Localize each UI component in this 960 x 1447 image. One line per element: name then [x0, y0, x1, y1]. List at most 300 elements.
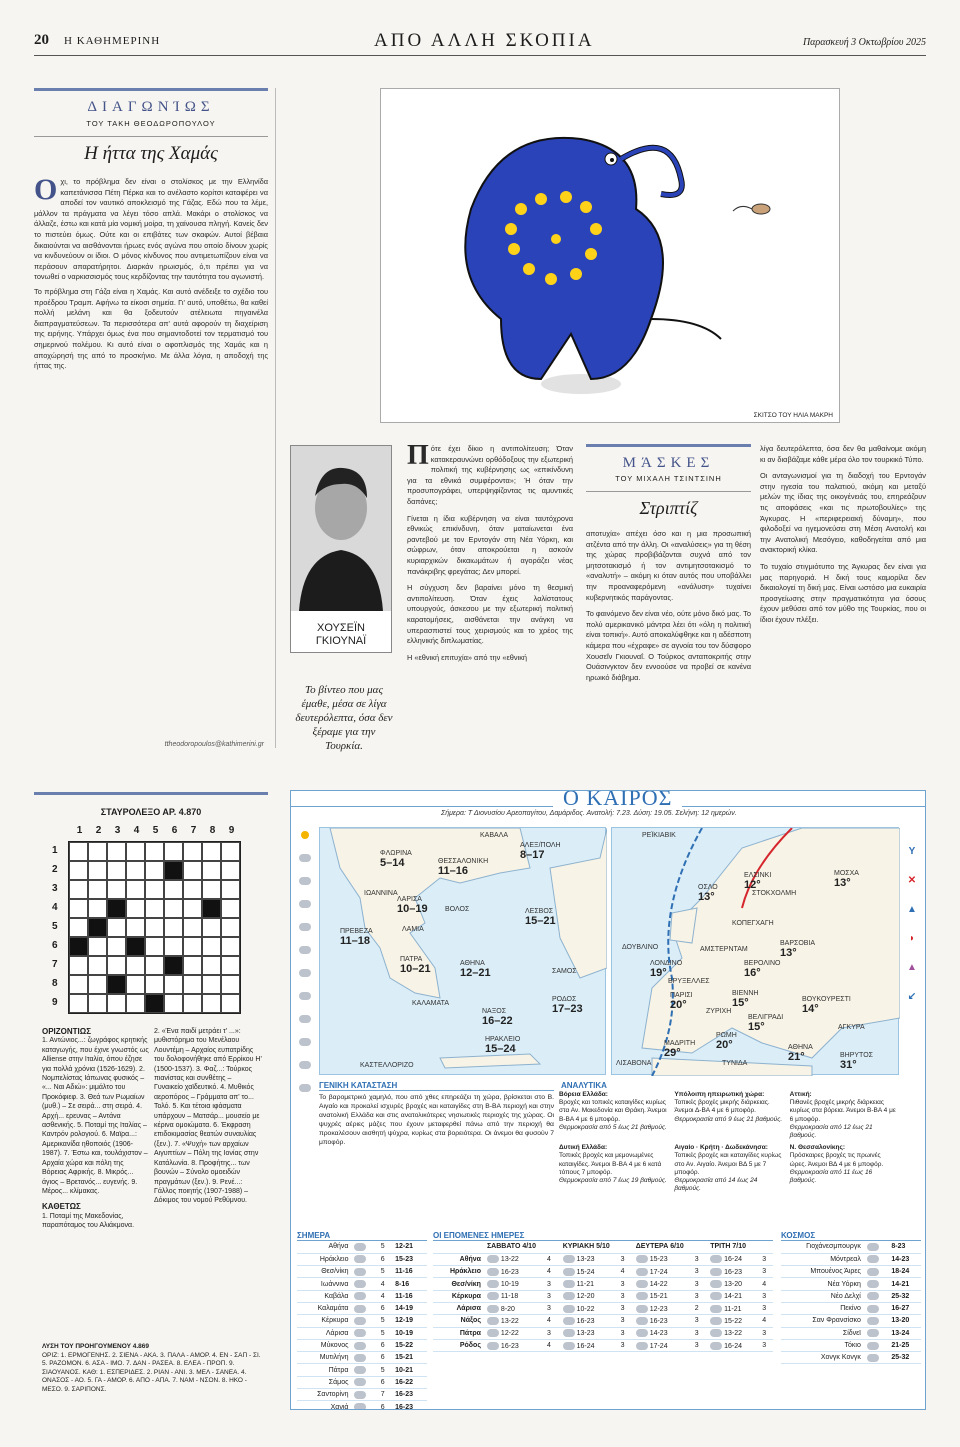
cloud-icon — [487, 1329, 499, 1337]
europe-map[interactable] — [611, 827, 899, 1075]
col-number: 1 — [76, 825, 83, 836]
crossword-cell[interactable] — [145, 956, 164, 975]
forecast-row — [433, 1278, 773, 1290]
cloud-icon — [636, 1317, 648, 1325]
temp-range: 8-23 — [888, 1241, 921, 1253]
next-days-table — [433, 1241, 773, 1352]
temp-range: 12-20 — [576, 1293, 595, 1301]
map-city-thessaloniki: ΘΕΣΣΑΛΟΝΙΚΗ 11–16 — [438, 858, 489, 877]
weather-regions — [559, 1091, 899, 1193]
wind-force: 4 — [378, 1278, 392, 1290]
temp-range: 14-19 — [392, 1302, 427, 1314]
temp-range: 16-23 — [500, 1268, 519, 1276]
cloud-icon — [487, 1317, 499, 1325]
crossword-cell[interactable] — [221, 956, 240, 975]
partly-cloudy-icon — [299, 877, 311, 885]
crossword-grid[interactable] — [68, 841, 241, 1014]
city-name: Ηράκλειο — [297, 1253, 351, 1265]
city-name: Σάμος — [297, 1376, 351, 1388]
wind-force: 3 — [759, 1266, 773, 1278]
wind-force: 2 — [692, 1302, 707, 1314]
forecast-row — [433, 1290, 773, 1302]
crossword-cell[interactable] — [183, 842, 202, 861]
today-row — [297, 1352, 427, 1364]
paper-name: Η ΚΑΘΗΜΕΡΙΝΗ — [64, 35, 161, 47]
temp-range: 15-22 — [392, 1339, 427, 1351]
dropcap: Ο — [34, 173, 58, 206]
elephant-cartoon-illustration — [381, 89, 840, 423]
article-paragraph: ότε έχει δίκιο η αντιπολίτευση; Όταν κατακεραυνώνει ορθόδοξους την εξωτερική πολιτική της κυβέρνησης ως «επικίνδυνη για τα εθνικά συμφέροντα»; Ή όταν την προσυπογράφει, υπερψηφίζοντας τις αμυντικές δαπάνες; — [407, 444, 573, 506]
crossword-cell[interactable] — [107, 918, 126, 937]
row-number: 7 — [52, 959, 58, 970]
map-city-volos: ΒΟΛΟΣ — [445, 906, 470, 913]
forecast-row — [433, 1302, 773, 1314]
crossword-cell[interactable] — [221, 842, 240, 861]
crossword-cell[interactable] — [221, 975, 240, 994]
row-number: 1 — [52, 845, 58, 856]
high-pressure-icon: Y — [908, 846, 916, 857]
wind-force: 3 — [544, 1278, 560, 1290]
crossword-cell[interactable] — [221, 918, 240, 937]
temp-range: 14-22 — [649, 1280, 668, 1288]
weather-legend-right — [901, 846, 923, 1002]
row-number: 2 — [52, 864, 58, 875]
cloud-icon — [299, 854, 311, 862]
showers-icon — [299, 1015, 311, 1023]
crossword-cell[interactable] — [202, 956, 221, 975]
wind-force: 3 — [544, 1327, 560, 1339]
article-paragraph: Γίνεται η ίδια κυβέρνηση να είναι ταυτόχρονα εθνικώς επικίνδυνη, όταν ματαίωνεται ένα ραντεβού με τον Ερντογάν στη Νέα Υόρκη, και σώφρων, όταν αποκρούεται η ασκούν κυριαρχικών δικαιωμάτων ή αγοράζει νέας πανάκριβης φρεγάτας; Δεν μπορεί. — [407, 513, 573, 576]
col-number: 2 — [95, 825, 102, 836]
cloud-icon — [354, 1268, 366, 1276]
crossword-cell[interactable] — [145, 861, 164, 880]
article-column-5 — [760, 444, 926, 754]
wind-force: 3 — [692, 1327, 707, 1339]
cloud-icon — [636, 1280, 648, 1288]
article-paragraph: χι, το πρόβλημα δεν είναι ο στολίσκος με την Ελληνίδα καπετάνισσα Πέτη Πέρκα και το ανέλαστο κορίτσι καταφέρει να αποδεί τον ναυτικό αποκλεισμό της Γάζας. Εδώ που τα λέμε, μάλλον τα πράγματα να λέγει τόσο απλά. Μακάρι ο στολίσκος να άλλαζε, έστω και κατά μία νομική μοίρα, τη χαίνουσα πληγή. Κανείς δεν το πιστεύει όμως. Ούτε και οι επιβάτες των σκαφών. Αυτοί βέβαια δικαιούνται να αισθάνονται ήρωες ενός αγώνα που οποίο δίνουν χωρίς να κινδυνεύουν οι ίδιοι. Ο μόνος κίνδυνος που αντιμετωπίζουν είναι να περάσουν απαρατήρητοι. Διαρκάν ηρωισμός, ό,τι πρέπει για να τονωθεί ο ναρκισσισμός τους κερδίζοντας την ταυτότητα του αγωνιστή. — [34, 177, 268, 282]
column-author: ΤΟΥ ΤΑΚΗ ΘΕΟΔΩΡΟΠΟΥΛΟΥ — [86, 119, 216, 128]
wind-icon — [299, 1061, 311, 1069]
crossword-cell[interactable] — [126, 880, 145, 899]
map-city-oslo: ΟΣΛΟ 13° — [698, 884, 718, 903]
down-clues: 1. Ποταμί της Μακεδονίας, παραπόταμος του Αλιάκμονα. — [42, 1212, 135, 1230]
wind-force: 3 — [692, 1278, 707, 1290]
crossword-cell[interactable] — [145, 899, 164, 918]
crossword-cell[interactable] — [183, 994, 202, 1013]
temp-range: 13-22 — [500, 1256, 519, 1264]
crossword-cell[interactable] — [164, 842, 183, 861]
city-name: Ηράκλειο — [433, 1266, 484, 1278]
today-row — [297, 1376, 427, 1388]
crossword-cell[interactable] — [145, 937, 164, 956]
col-number: 7 — [190, 825, 197, 836]
row-number: 3 — [52, 883, 58, 894]
row-number: 4 — [52, 902, 58, 913]
cloud-icon — [563, 1329, 575, 1337]
warm-front-icon: ◗ — [908, 933, 916, 944]
greece-map[interactable] — [319, 827, 606, 1075]
map-city-bucharest: ΒΟΥΚΟΥΡΕΣΤΙ 14° — [802, 996, 851, 1015]
wind-force: 3 — [759, 1339, 773, 1351]
cloud-icon — [867, 1317, 879, 1325]
cloud-icon — [636, 1342, 648, 1350]
city-name: Σίδνεϊ — [781, 1327, 864, 1339]
rain-icon — [299, 900, 311, 908]
crossword-cell[interactable] — [145, 975, 164, 994]
weather-general — [319, 1081, 554, 1231]
city-name: Σαν Φρανσίσκο — [781, 1315, 864, 1327]
crossword-black-cell — [145, 994, 164, 1013]
crossword-cell[interactable] — [107, 956, 126, 975]
cloud-icon — [487, 1255, 499, 1263]
across-clues-2: 2. «Ένα παιδί μετράει τ' ...»: μυθιστόρημα του Μενέλαου Λουντέμη – Αρχαίος ευπατρίδης του δολοφονήθηκε από Ερρίκου Η' (1500-1537). 3. Φαζ...: Τούρκος πιανίστας και συνθέτης – Γυναικείο χαϊδευτικό. 4. Μυθικός αεροπόρος – Γράμματα απ' το... Τολό. 5. Και τέτοια ιφάσματα υπάρχουν – Ματσάρ... μουσείο με κέρινα ομοιώματα. 6. Έκφραση επιδοκιμασίας θεατών συναυλίας (ξεν.). 7. «Ψυχή» των αρχαίων Αιγυπτίων – Πόλη της Ιονίας στην Κατάλωνία. 8. Προφήτης... των βουνών – Σύνολο ομοειδών πραγμάτων (ξεν.). 9. Ρενέ...: Γάλλος ποιητής (1907-1988) – Δόκιμος του νομού Ρεθύμνου. — [154, 1028, 262, 1205]
map-city-zurich: ΖΥΡΙΧΗ — [706, 1008, 732, 1015]
temp-range: 12-21 — [392, 1241, 427, 1253]
wind-force: 3 — [692, 1253, 707, 1265]
crossword-cell[interactable] — [164, 975, 183, 994]
crossword-cell[interactable] — [107, 994, 126, 1013]
city-name: Γιοχάνεσμπουργκ — [781, 1241, 864, 1253]
column-kicker: ΔΙΑΓΩΝΊΩΣ — [87, 99, 215, 115]
crossword-cell[interactable] — [69, 899, 88, 918]
today-row — [297, 1302, 427, 1314]
crossword-cell[interactable] — [183, 956, 202, 975]
crossword-cell[interactable] — [164, 899, 183, 918]
weather-title: Ο ΚΑΙΡΟΣ — [553, 790, 682, 811]
cloud-icon — [867, 1354, 879, 1362]
temp-range: 25-32 — [888, 1290, 921, 1302]
region-block: Βόρεια Ελλάδα: Βροχές και τοπικές καταιγίδες κυρίως στα Αν. Μακεδονία και Θράκη. Άνεμοι Β-ΒΑ 4 με 6 μποφόρ. Θερμοκρασία από 5 έως 21 βαθμούς. — [559, 1091, 667, 1131]
crossword-cell[interactable] — [107, 880, 126, 899]
crossword-cell[interactable] — [126, 842, 145, 861]
snow-icon — [299, 946, 311, 954]
article-title: Η ήττα της Χαμάς — [84, 143, 218, 164]
weather-legend-left — [294, 831, 316, 1092]
temp-range: 15-23 — [392, 1253, 427, 1265]
crossword-cell[interactable] — [88, 956, 107, 975]
city-name: Ρόδος — [433, 1339, 484, 1351]
wind-force: 4 — [378, 1290, 392, 1302]
crossword-cell[interactable] — [202, 937, 221, 956]
article-paragraph: Η σύγχυση δεν βαραίνει μόνο τη θεσμική αντιπολίτευση. Όταν έχεις λαλίστατους υπουργούς, άσκεσου με την εξωτερική πολιτική καρατομήσεις, αισθάνεται την ανάγκη να υπερασπιστεί τους χειρισμούς και το χρέος της ελληνικής διπλωματίας. — [407, 583, 573, 646]
crossword-black-cell — [164, 861, 183, 880]
cloud-icon — [354, 1280, 366, 1288]
world-row — [781, 1339, 921, 1351]
crossword-cell[interactable] — [183, 880, 202, 899]
wind-force: 4 — [618, 1266, 633, 1278]
cloud-icon — [867, 1342, 879, 1350]
crossword-cell[interactable] — [107, 937, 126, 956]
temp-range: 13-22 — [500, 1317, 519, 1325]
crossword-cell[interactable] — [221, 880, 240, 899]
crossword-cell[interactable] — [221, 899, 240, 918]
city-name: Ιωάννινα — [297, 1278, 351, 1290]
crossword-cell[interactable] — [69, 918, 88, 937]
cloud-icon — [354, 1354, 366, 1362]
crossword-cell[interactable] — [145, 880, 164, 899]
city-name: Νέο Δελχί — [781, 1290, 864, 1302]
crossword — [34, 792, 268, 1417]
section-title: ΑΠΟ ΑΛΛΗ ΣΚΟΠΙΑ — [374, 30, 595, 51]
wind-force: 3 — [692, 1315, 707, 1327]
low-pressure-icon: ✕ — [907, 875, 917, 886]
temp-range: 14-21 — [724, 1293, 743, 1301]
forecast-row — [433, 1339, 773, 1351]
world-row — [781, 1241, 921, 1253]
temp-range: 15-24 — [576, 1268, 595, 1276]
crossword-cell[interactable] — [183, 861, 202, 880]
article-paragraph: Το φαινόμενο δεν είναι νέο, ούτε μόνο δικό μας. Το πολύ αμερικανικό μάντρα λέει ότι «όλη η πολιτική είναι τοπική». Αυτό αποκαλύφθηκε και η αδέσποτη κάμερα που «έχραφε» σε αγνοία του τον δύσφορο Χουσεΐν Γκιουναΐ. Ο Τούρκος ανταποκριτής στην Ουάσινγκτον δεν εννοούσε να προβεί σε κανένα ηρωικό διάβημα. — [586, 609, 751, 682]
city-name: Καβάλα — [297, 1290, 351, 1302]
cloud-icon — [710, 1292, 722, 1300]
cold-front-icon: ▲ — [907, 904, 917, 915]
crossword-black-cell — [107, 899, 126, 918]
city-name: Πάτρα — [297, 1364, 351, 1376]
crossword-cell[interactable] — [69, 842, 88, 861]
crossword-cell[interactable] — [88, 937, 107, 956]
crossword-cell[interactable] — [202, 880, 221, 899]
temp-range: 10-19 — [392, 1327, 427, 1339]
crossword-cell[interactable] — [69, 956, 88, 975]
wind-force: 3 — [544, 1302, 560, 1314]
crossword-cell[interactable] — [221, 937, 240, 956]
crossword-black-cell — [107, 975, 126, 994]
today-row — [297, 1364, 427, 1376]
world-row — [781, 1253, 921, 1265]
day-header: ΔΕΥΤΕΡΑ 6/10 — [633, 1241, 707, 1253]
article-paragraph: Το τυχαίο στιγμιότυπο της Άγκυρας δεν είναι για μας παρηγοριά. Η δική τους καμορίλα δεν δικαιολογεί τη δική μας. Είναι ωστόσο μια ευκαιρία προσγείωσης στην πραγματικότητα για όσους έχουν μεθύσει από τον μύθο της Τουρκίας, που οι ίδιοι έχουν πλέξει. — [760, 561, 926, 624]
temp-range: 13-24 — [888, 1327, 921, 1339]
article-paragraph: Το πρόβλημα στη Γάζα είναι η Χαμάς. Και αυτό ανέδειξε το σχέδιο του προέδρου Τραμπ. Αφήνω τα είκοσι σημεία. Γι' αυτό, υποθέτω, θα καθεί πολλή μελάνη και θα ξοδευτούν ατέλειωτα πηγαινέλα διαπραγματεύσεων. Τα περισσότερα απ' αυτά αφορούν τη διαχείριση της ειρήνης. Υπάρχει όμως ένα που σημαντοδοτεί τον τερματισμό του σημερινού πολέμου. Κι αυτό είναι ο αφοπλισμός της Χαμάς και η αποχώρησή της από το προσκήνιο. Με άλλα λόγια, η αποδοχή της ήττας της. — [34, 286, 268, 371]
city-name: Μυτιλήνη — [297, 1352, 351, 1364]
cloud-icon — [636, 1255, 648, 1263]
map-city-berlin: ΒΕΡΟΛΙΝΟ 16° — [744, 960, 781, 979]
wind-force: 3 — [618, 1302, 633, 1314]
day-header: ΣΑΒΒΑΤΟ 4/10 — [484, 1241, 560, 1253]
crossword-black-cell — [126, 937, 145, 956]
wind-force: 3 — [759, 1290, 773, 1302]
cloud-icon — [563, 1255, 575, 1263]
wind-direction-icon: ↙ — [907, 991, 917, 1002]
temp-range: 14-21 — [888, 1278, 921, 1290]
author-email: ttheodoropoulos@kathimerini.gr — [164, 741, 264, 748]
wind-force: 3 — [759, 1327, 773, 1339]
today-heading: ΣΗΜΕΡΑ — [297, 1231, 427, 1241]
solution-text: ΟΡΙΖ: 1. ΕΡΜΟΓΕΝΗΣ. 2. ΣΙΕΝΑ - ΑΚΑ. 3. ΠΑΛΑ - ΑΜΟΡ. 4. ΕΝ - ΣΑΠ - ΣΙ. 5. ΡΑΖΟΜΟΝ. 6. ΑΣΑ - ΙΜΟ. 7. ΔΑΝ - ΡΑΣΕΑ. 8. ΕΛΕΑ - ΠΡΟΠ. 9. ΣΙΑΟΥΑΝΟΣ. ΚΑΘ: 1. ΕΣΠΕΡΙΔΕΣ. 2. ΡΙΑΝ - ΑΝΙ. 3. ΜΕΛ - ΣΑΝΕΑ. 4. ΟΝΑΣΟΣ - ΑΟ. 5. ΓΑ - ΑΜΟΡ. 6. ΑΠΟ - ΑΠΑ. 7. ΝΑΜ - ΝΣΟΝ. 8. ΗΚΟ - ΜΕΣΟ. 9. ΣΑΡΙΠΟΝΣ. — [42, 1351, 261, 1393]
crossword-cell[interactable] — [202, 861, 221, 880]
region-block: Ν. Θεσσαλονίκης: Πρόσκαιρες βροχές τις πρωινές ώρες. Άνεμοι ΒΔ 4 με 6 μποφόρ. Θερμοκρασία από 11 έως 16 βαθμούς. — [789, 1144, 884, 1185]
row-number: 9 — [52, 997, 58, 1008]
crossword-cell[interactable] — [88, 861, 107, 880]
crossword-black-cell — [88, 918, 107, 937]
cloud-icon — [354, 1342, 366, 1350]
crossword-cell[interactable] — [126, 899, 145, 918]
crossword-black-cell — [164, 956, 183, 975]
crossword-cell[interactable] — [88, 899, 107, 918]
across-clues: 1. Αντώνιος...: ζωγράφος κρητικής καταγωγής, που έχινε γνωστός ως Alliense στην Ιταλία, όπου έζησε για πολλά χρόνια (1526-1629). 2. Νομπελίστας Ιάπωνας φυσικός – «... Ναι Αδιώ»: μιμάλτο του Προκόφιεφ. 3. Θεά των Ρωμαίων (μυθ.) – Σε σειρά... στη σειρά. 4. Αρχή... ερευνας – Αντάνα ασθενικής. 5. Ποταμί της Ιταλίας – Καντρόν ρολογιού. 6. Μαϊρα...: Αμερικανίδα ηθοποιός (1906-1987). 7. Έστω και, τουλάχιστον – Αρχαία χώρα και πόλη της Βόρειας Αφρικής. 8. Μικρός... άγιος – Βρετανός... ευγενής. 9. Μέρος... κλίμακας. — [42, 1037, 149, 1195]
wind-force: 6 — [378, 1401, 392, 1410]
row-number: 5 — [52, 921, 58, 932]
map-city-larisa: ΛΑΡΙΣΑ 10–19 — [397, 896, 428, 915]
city-name: Μύκονος — [297, 1339, 351, 1351]
today-row — [297, 1327, 427, 1339]
cloud-icon — [487, 1280, 499, 1288]
crossword-cell[interactable] — [88, 880, 107, 899]
temp-range: 11-18 — [500, 1293, 519, 1301]
article-title: Στριπτίζ — [639, 498, 698, 518]
world-row — [781, 1315, 921, 1327]
crossword-cell[interactable] — [164, 937, 183, 956]
crossword-cell[interactable] — [69, 861, 88, 880]
wind-force: 6 — [378, 1253, 392, 1265]
col-number: 8 — [209, 825, 216, 836]
map-city-paris: ΠΑΡΙΣΙ 20° — [670, 992, 693, 1011]
temp-range: 16-23 — [392, 1401, 427, 1410]
crossword-cell[interactable] — [164, 880, 183, 899]
cloud-icon — [710, 1342, 722, 1350]
map-city-london: ΛΟΝΔΙΝΟ 19° — [650, 960, 683, 979]
crossword-cell[interactable] — [69, 880, 88, 899]
today-row — [297, 1266, 427, 1278]
map-city-irakleio: ΗΡΑΚΛΕΙΟ 15–24 — [485, 1036, 521, 1055]
page-number: 20 — [34, 32, 49, 48]
map-city-rome: ΡΩΜΗ 20° — [716, 1032, 737, 1051]
cloud-icon — [487, 1342, 499, 1350]
forecast-row — [433, 1315, 773, 1327]
crossword-cell[interactable] — [164, 918, 183, 937]
cloud-icon — [487, 1305, 499, 1313]
crossword-cell[interactable] — [88, 994, 107, 1013]
cloud-icon — [563, 1305, 575, 1313]
world-row — [781, 1302, 921, 1314]
cloud-icon — [867, 1305, 879, 1313]
today-row — [297, 1389, 427, 1401]
city-name: Λάρισα — [297, 1327, 351, 1339]
temp-range: 10-22 — [576, 1305, 595, 1313]
crossword-cell[interactable] — [202, 918, 221, 937]
wind-force: 6 — [378, 1339, 392, 1351]
wind-force: 6 — [378, 1302, 392, 1314]
crossword-cell[interactable] — [183, 899, 202, 918]
europe-land-shape — [612, 828, 900, 1076]
temp-range: 16-23 — [724, 1268, 743, 1276]
city-name: Αθήνα — [433, 1253, 484, 1265]
city-name: Μόντρεαλ — [781, 1253, 864, 1265]
temp-range: 17-24 — [649, 1342, 668, 1350]
crossword-cell[interactable] — [69, 975, 88, 994]
crossword-cell[interactable] — [107, 861, 126, 880]
cloud-icon — [354, 1292, 366, 1300]
crossword-cell[interactable] — [202, 842, 221, 861]
map-city-kalamata: ΚΑΛΑΜΑΤΑ — [412, 1000, 450, 1007]
wind-force: 6 — [378, 1376, 392, 1388]
crossword-cell[interactable] — [202, 994, 221, 1013]
city-name: Χανιά — [297, 1401, 351, 1410]
cloud-icon — [710, 1317, 722, 1325]
wind-force: 3 — [692, 1266, 707, 1278]
map-city-beirut: ΒΗΡΥΤΟΣ 31° — [840, 1052, 873, 1071]
map-city-vienna: ΒΙΕΝΝΗ 15° — [732, 990, 759, 1009]
crossword-cell[interactable] — [202, 975, 221, 994]
article-column-3 — [407, 444, 573, 754]
temp-range: 15-21 — [649, 1293, 668, 1301]
crossword-cell[interactable] — [145, 842, 164, 861]
map-city-lesvos: ΛΕΣΒΟΣ 15–21 — [525, 908, 556, 927]
map-city-ankara: ΑΓΚΥΡΑ — [838, 1024, 865, 1031]
down-heading: ΚΑΘΕΤΩΣ — [42, 1202, 81, 1212]
temp-range: 11-21 — [576, 1280, 595, 1288]
crossword-cell[interactable] — [145, 918, 164, 937]
wind-force: 3 — [759, 1253, 773, 1265]
cloud-icon — [354, 1403, 366, 1410]
article-paragraph: Οι ανταγωνισμοί για τη διαδοχή του Ερντογάν στην ηγεσία του παλατιού, ακόμη και μεταξύ μελών της ίδιας της οικογένειάς του, επηρεάζουν τις αποφάσεις «και τις πρωτοβουλίες» της Άγκυρας. Η «περιφερειακή δύναμη», που φιλοδοξεί να ηγεμονεύσει στη Μέση Ανατολή και την Ανατολική Μεσόγειο, καθοδηγείται από μια ανακτορική κλίκα. — [760, 471, 926, 555]
col-number: 6 — [171, 825, 178, 836]
crossword-cell[interactable] — [126, 861, 145, 880]
map-city-copenhagen: ΚΟΠΕΓΧΑΓΗ — [732, 920, 774, 927]
weather-today-line: Σήμερα: Τ Διονυσίου Αρεοπαγίτου, Δαμάριδος. Ανατολή: 7.23. Δύση: 19.05. Σελήνη: 12 ημερών. — [441, 810, 737, 817]
column-author: ΤΟΥ ΜΙΧΑΛΗ ΤΣΙΝΤΣΙΝΗ — [615, 474, 722, 483]
city-name: Χονγκ Κονγκ — [781, 1352, 864, 1364]
temp-range: 11-16 — [392, 1290, 427, 1302]
wind-force: 4 — [759, 1315, 773, 1327]
temp-range: 15-23 — [649, 1256, 668, 1264]
cloud-icon — [867, 1268, 879, 1276]
analytics-heading: ΑΝΑΛΥΤΙΚΑ — [561, 1081, 607, 1090]
crossword-cell[interactable] — [221, 861, 240, 880]
cartoon — [380, 88, 840, 423]
solution-heading: ΛΥΣΗ ΤΟΥ ΠΡΟΗΓΟΥΜΕΝΟΥ 4.869 — [42, 1343, 149, 1350]
temp-range: 17-24 — [649, 1268, 668, 1276]
haze-icon — [299, 1084, 311, 1092]
temp-range: 8-20 — [500, 1305, 515, 1313]
map-city-kastellorizo: ΚΑΣΤΕΛΛΟΡΙΖΟ — [360, 1062, 414, 1069]
map-city-lamia: ΛΑΜΙΑ — [402, 926, 424, 933]
cloud-icon — [563, 1342, 575, 1350]
city-name: Αθήνα — [297, 1241, 351, 1253]
crossword-cell[interactable] — [126, 918, 145, 937]
temp-range: 11-16 — [392, 1266, 427, 1278]
crossword-cell[interactable] — [126, 975, 145, 994]
crossword-cell[interactable] — [164, 994, 183, 1013]
weather-today — [297, 1231, 427, 1410]
crossword-cell[interactable] — [107, 842, 126, 861]
temp-range: 16-24 — [724, 1256, 743, 1264]
crossword-cell[interactable] — [88, 975, 107, 994]
crossword-cell[interactable] — [126, 956, 145, 975]
profile-name: ΧΟΥΣΕΪΝ ΓΚΙΟΥΝΑΪ — [315, 622, 367, 647]
wind-force: 3 — [692, 1290, 707, 1302]
crossword-cell[interactable] — [183, 937, 202, 956]
temp-range: 16-23 — [649, 1317, 668, 1325]
world-row — [781, 1290, 921, 1302]
crossword-cell[interactable] — [221, 994, 240, 1013]
crossword-cell[interactable] — [69, 994, 88, 1013]
crossword-cell[interactable] — [183, 975, 202, 994]
cloud-icon — [354, 1378, 366, 1386]
crossword-cell[interactable] — [88, 842, 107, 861]
crossword-cell[interactable] — [126, 994, 145, 1013]
temp-range: 12-22 — [500, 1330, 519, 1338]
cloud-icon — [636, 1329, 648, 1337]
temp-range: 13-20 — [888, 1315, 921, 1327]
crossword-cell[interactable] — [183, 918, 202, 937]
today-row — [297, 1315, 427, 1327]
today-row — [297, 1278, 427, 1290]
wind-force: 3 — [618, 1253, 633, 1265]
today-row — [297, 1290, 427, 1302]
map-city-madrid: ΜΑΔΡΙΤΗ 29° — [664, 1040, 696, 1059]
diagonios-column — [34, 88, 268, 748]
